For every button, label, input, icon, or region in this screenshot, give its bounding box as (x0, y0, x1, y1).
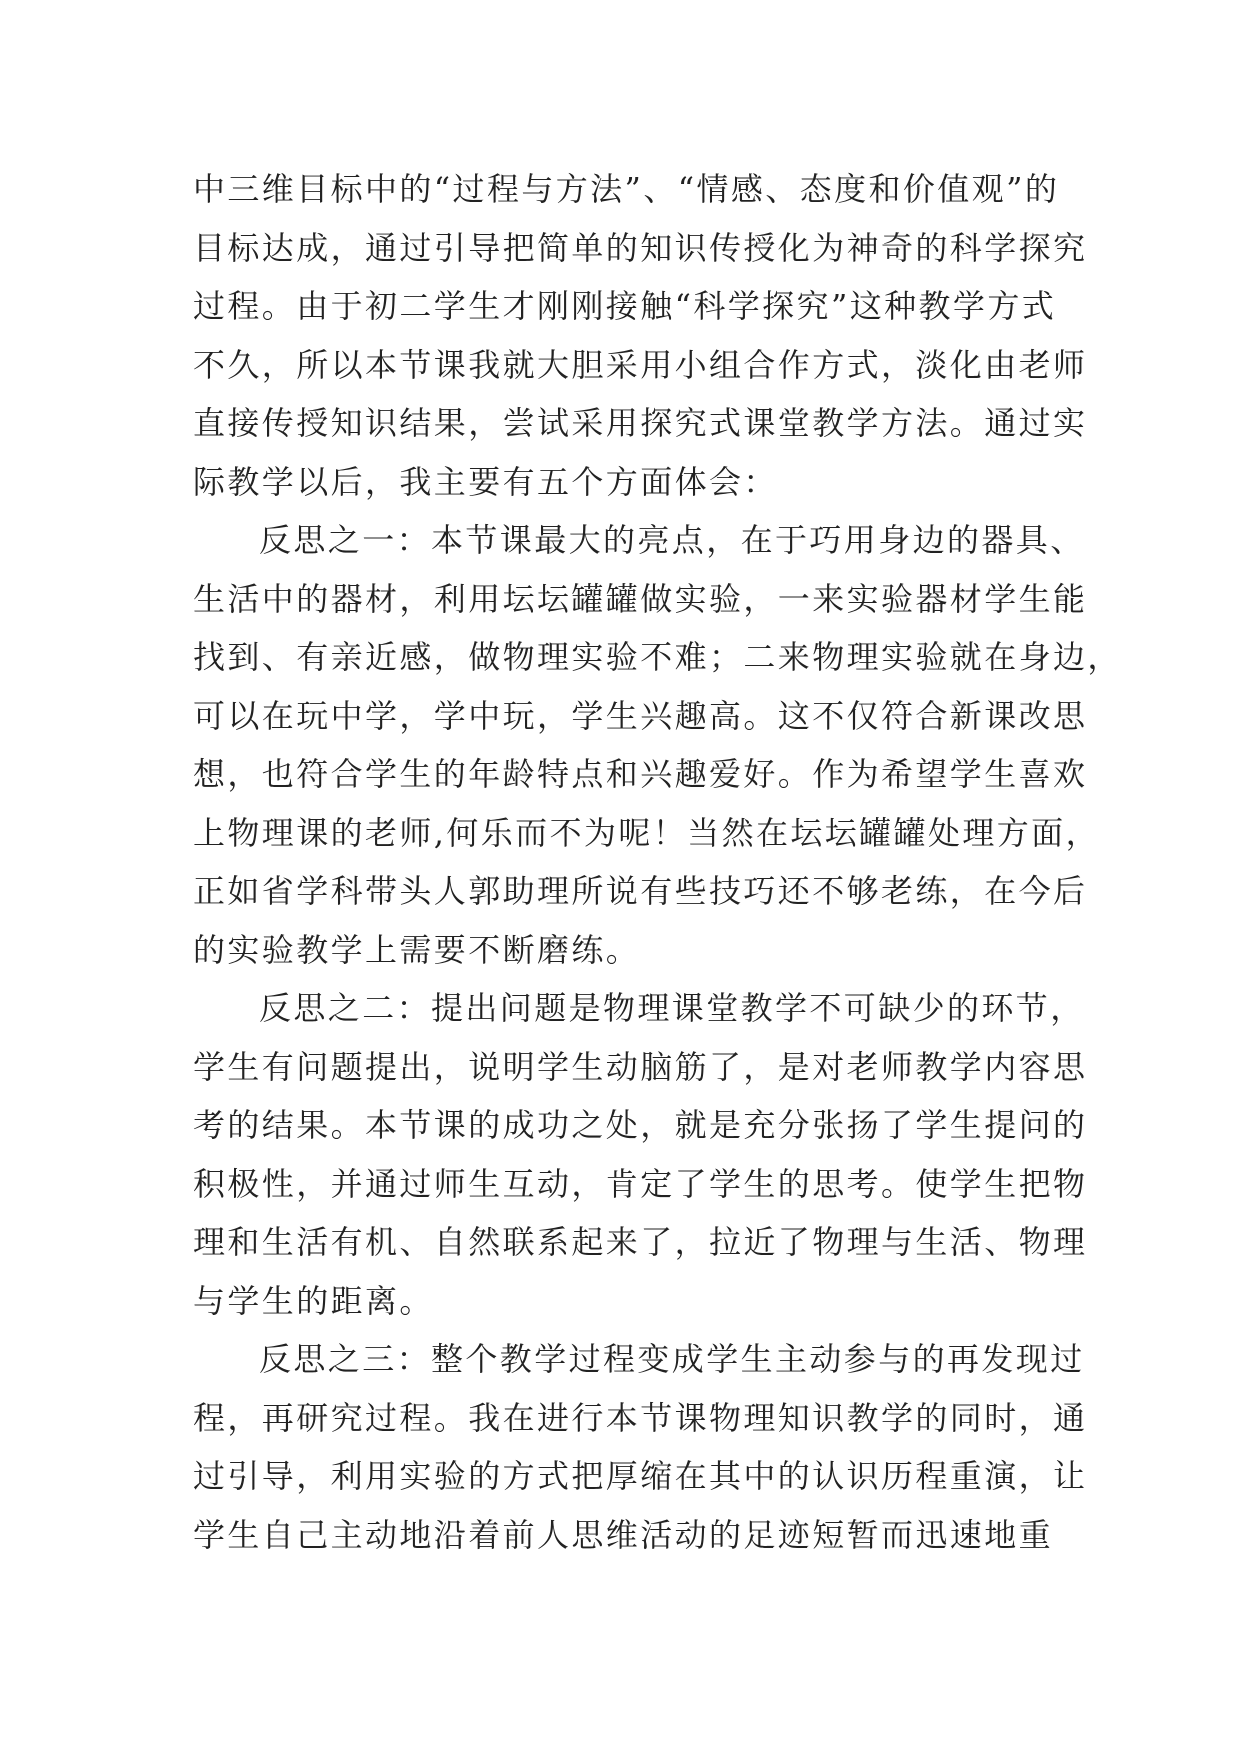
text-line: 理和生活有机、自然联系起来了，拉近了物理与生活、物理 (193, 1223, 1088, 1261)
text-line: 不久，所以本节课我就大胆采用小组合作方式，淡化由老师 (193, 345, 1088, 384)
text-line: 想，也符合学生的年龄特点和兴趣爱好。作为希望学生喜欢 (193, 755, 1088, 793)
text-line: 与学生的距离。 (193, 1281, 434, 1320)
text-line: 找到、有亲近感，做物理实验不难；二来物理实验就在身边， (193, 638, 1122, 676)
text-line: 目标达成，通过引导把简单的知识传授化为神奇的科学探究 (193, 228, 1088, 267)
text-line: 可以在玩中学，学中玩，学生兴趣高。这不仅符合新课改思 (193, 696, 1088, 735)
text-line: 上物理课的老师,何乐而不为呢！当然在坛坛罐罐处理方面， (193, 813, 1100, 852)
text-line: 过程。由于初二学生才刚刚接触“科学探究”这种教学方式 (193, 287, 1057, 325)
text-line: 过引导，利用实验的方式把厚缩在其中的认识历程重演，让 (193, 1457, 1088, 1495)
text-line: 学生自己主动地沿着前人思维活动的足迹短暂而迅速地重 (193, 1515, 1054, 1554)
text-line: 考的结果。本节课的成功之处，就是充分张扬了学生提问的 (193, 1106, 1088, 1144)
text-line: 程，再研究过程。我在进行本节课物理知识教学的同时，通 (193, 1398, 1088, 1437)
text-line: 的实验教学上需要不断磨练。 (193, 930, 641, 969)
document-body (193, 160, 1122, 1564)
text-line: 积极性，并通过师生互动，肯定了学生的思考。使学生把物 (193, 1164, 1088, 1203)
text-line: 直接传授知识结果，尝试采用探究式课堂教学方法。通过实 (193, 404, 1088, 442)
text-line: 际教学以后，我主要有五个方面体会： (193, 462, 778, 501)
text-line: 中三维目标中的“过程与方法”、“情感、态度和价值观”的 (193, 170, 1060, 208)
text-line: 生活中的器材，利用坛坛罐罐做实验，一来实验器材学生能 (193, 579, 1088, 618)
text-line: 正如省学科带头人郭助理所说有些技巧还不够老练，在今后 (193, 872, 1088, 910)
paragraph-start-line: 反思之二：提出问题是物理课堂教学不可缺少的环节， (259, 989, 1085, 1027)
text-line: 学生有问题提出，说明学生动脑筋了，是对老师教学内容思 (193, 1047, 1088, 1086)
paragraph-start-line: 反思之三：整个教学过程变成学生主动参与的再发现过 (259, 1340, 1085, 1378)
paragraph-start-line: 反思之一：本节课最大的亮点，在于巧用身边的器具、 (259, 521, 1085, 559)
